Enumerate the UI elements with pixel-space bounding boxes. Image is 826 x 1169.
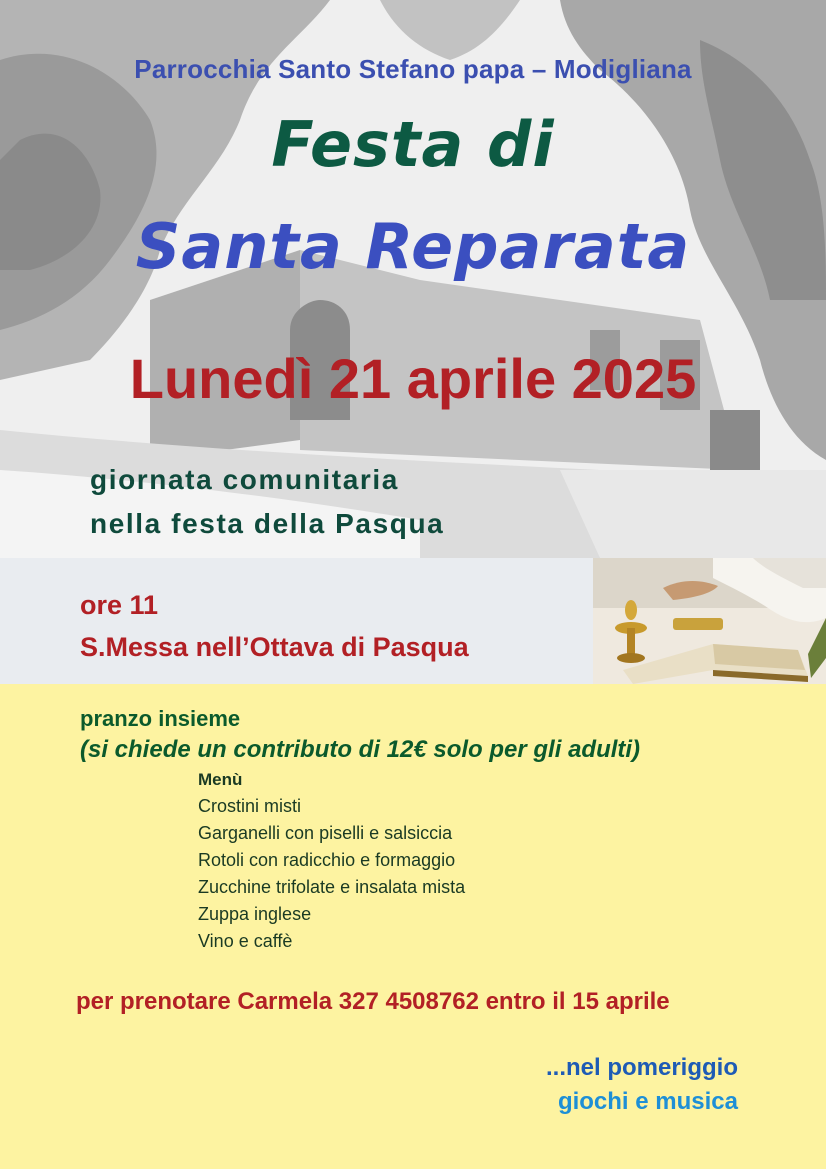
lunch-title: pranzo insieme xyxy=(80,706,241,731)
mass-title: S.Messa nell’Ottava di Pasqua xyxy=(80,632,469,662)
lunch-section xyxy=(0,684,826,1169)
menu-title: Menù xyxy=(198,770,243,789)
lunch-contribution-note: (si chiede un contributo di 12€ solo per gli adulti) xyxy=(80,736,641,763)
afternoon-line-2: giochi e musica xyxy=(557,1088,738,1115)
menu-item: Vino e caffè xyxy=(198,931,293,951)
subtitle-line-2: nella festa della Pasqua xyxy=(90,508,445,539)
hero-photo-section xyxy=(0,0,826,558)
menu-item: Zucchine trifolate e insalata mista xyxy=(198,877,466,897)
menu-item: Crostini misti xyxy=(198,796,302,816)
menu-item: Garganelli con piselli e salsiccia xyxy=(198,823,453,843)
altar-book-photo xyxy=(593,558,826,684)
mass-photo xyxy=(593,558,826,684)
booking-info: per prenotare Carmela 327 4508762 entro il 15 aprile xyxy=(76,988,670,1015)
menu-item: Rotoli con radicchio e formaggio xyxy=(198,850,456,870)
title-line-1: Festa di xyxy=(271,108,555,181)
mass-section xyxy=(0,558,826,684)
subtitle-line-1: giornata comunitaria xyxy=(90,464,399,495)
parish-name: Parrocchia Santo Stefano papa – Modigliana xyxy=(134,54,692,84)
menu-item: Zuppa inglese xyxy=(198,904,312,924)
event-date: Lunedì 21 aprile 2025 xyxy=(129,347,697,410)
afternoon-line-1: ...nel pomeriggio xyxy=(545,1054,738,1081)
mass-time: ore 11 xyxy=(80,590,159,620)
title-line-2: Santa Reparata xyxy=(135,210,691,283)
